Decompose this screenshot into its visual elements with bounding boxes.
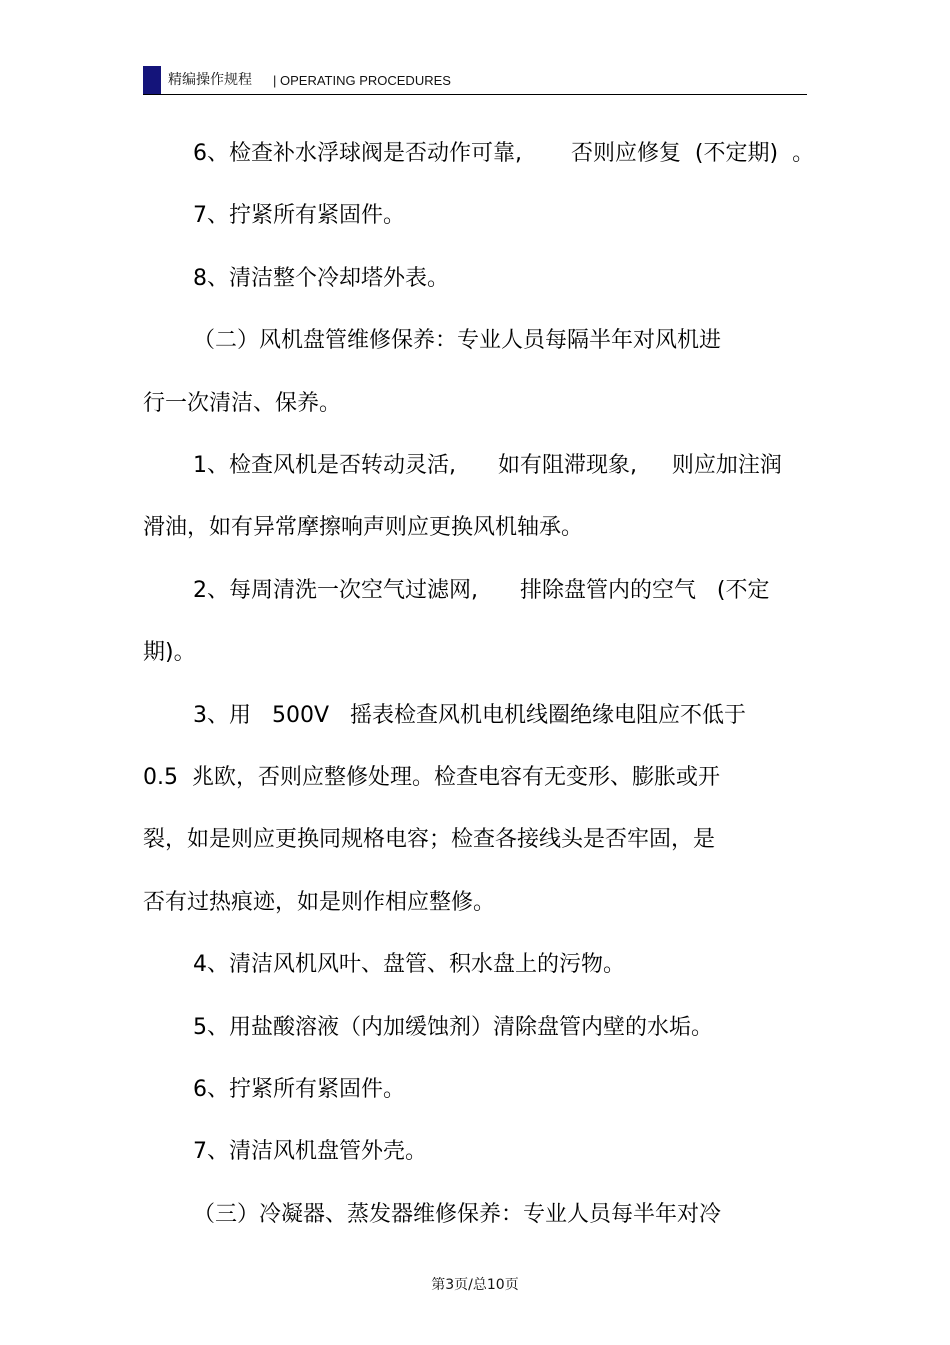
paragraph-line: 6、检查补水浮球阀是否动作可靠, 否则应修复 (不定期) 。 (193, 141, 815, 166)
section-heading-line: （二）风机盘管维修保养：专业人员每隔半年对风机进 (193, 328, 722, 353)
paragraph-line: 滑油，如有异常摩擦响声则应更换风机轴承。 (143, 515, 584, 540)
paragraph-line: 5、用盐酸溶液（内加缓蚀剂）清除盘管内壁的水垢。 (193, 1015, 713, 1040)
page-number: 第3页/总10页 (431, 1277, 519, 1293)
paragraph-line: 否有过热痕迹，如是则作相应整修。 (143, 890, 496, 915)
paragraph-line: 6、拧紧所有紧固件。 (193, 1077, 405, 1102)
paragraph-line: 0.5 兆欧，否则应整修处理。检查电容有无变形、膨胀或开 (143, 765, 720, 790)
paragraph-line: 裂，如是则应更换同规格电容；检查各接线头是否牢固，是 (143, 827, 716, 852)
paragraph-line: 行一次清洁、保养。 (143, 391, 342, 416)
paragraph-line: 期)。 (143, 640, 196, 665)
header-title-en: | OPERATING PROCEDURES (273, 73, 451, 88)
logo-icon (143, 66, 161, 94)
paragraph-line: 7、拧紧所有紧固件。 (193, 203, 405, 228)
paragraph-line: 1、检查风机是否转动灵活, 如有阻滞现象, 则应加注润 (193, 453, 782, 478)
page-header (143, 66, 807, 96)
header-divider (143, 94, 807, 95)
paragraph-line: 2、每周清洗一次空气过滤网, 排除盘管内的空气 (不定 (193, 578, 770, 603)
header-title-cn: 精编操作规程 (168, 72, 252, 88)
paragraph-line: 7、清洁风机盘管外壳。 (193, 1139, 427, 1164)
section-heading-line: （三）冷凝器、蒸发器维修保养：专业人员每半年对冷 (193, 1202, 722, 1227)
paragraph-line: 4、清洁风机风叶、盘管、积水盘上的污物。 (193, 952, 625, 977)
paragraph-line: 3、用 500V 摇表检查风机电机线圈绝缘电阻应不低于 (193, 703, 746, 728)
paragraph-line: 8、清洁整个冷却塔外表。 (193, 266, 449, 291)
